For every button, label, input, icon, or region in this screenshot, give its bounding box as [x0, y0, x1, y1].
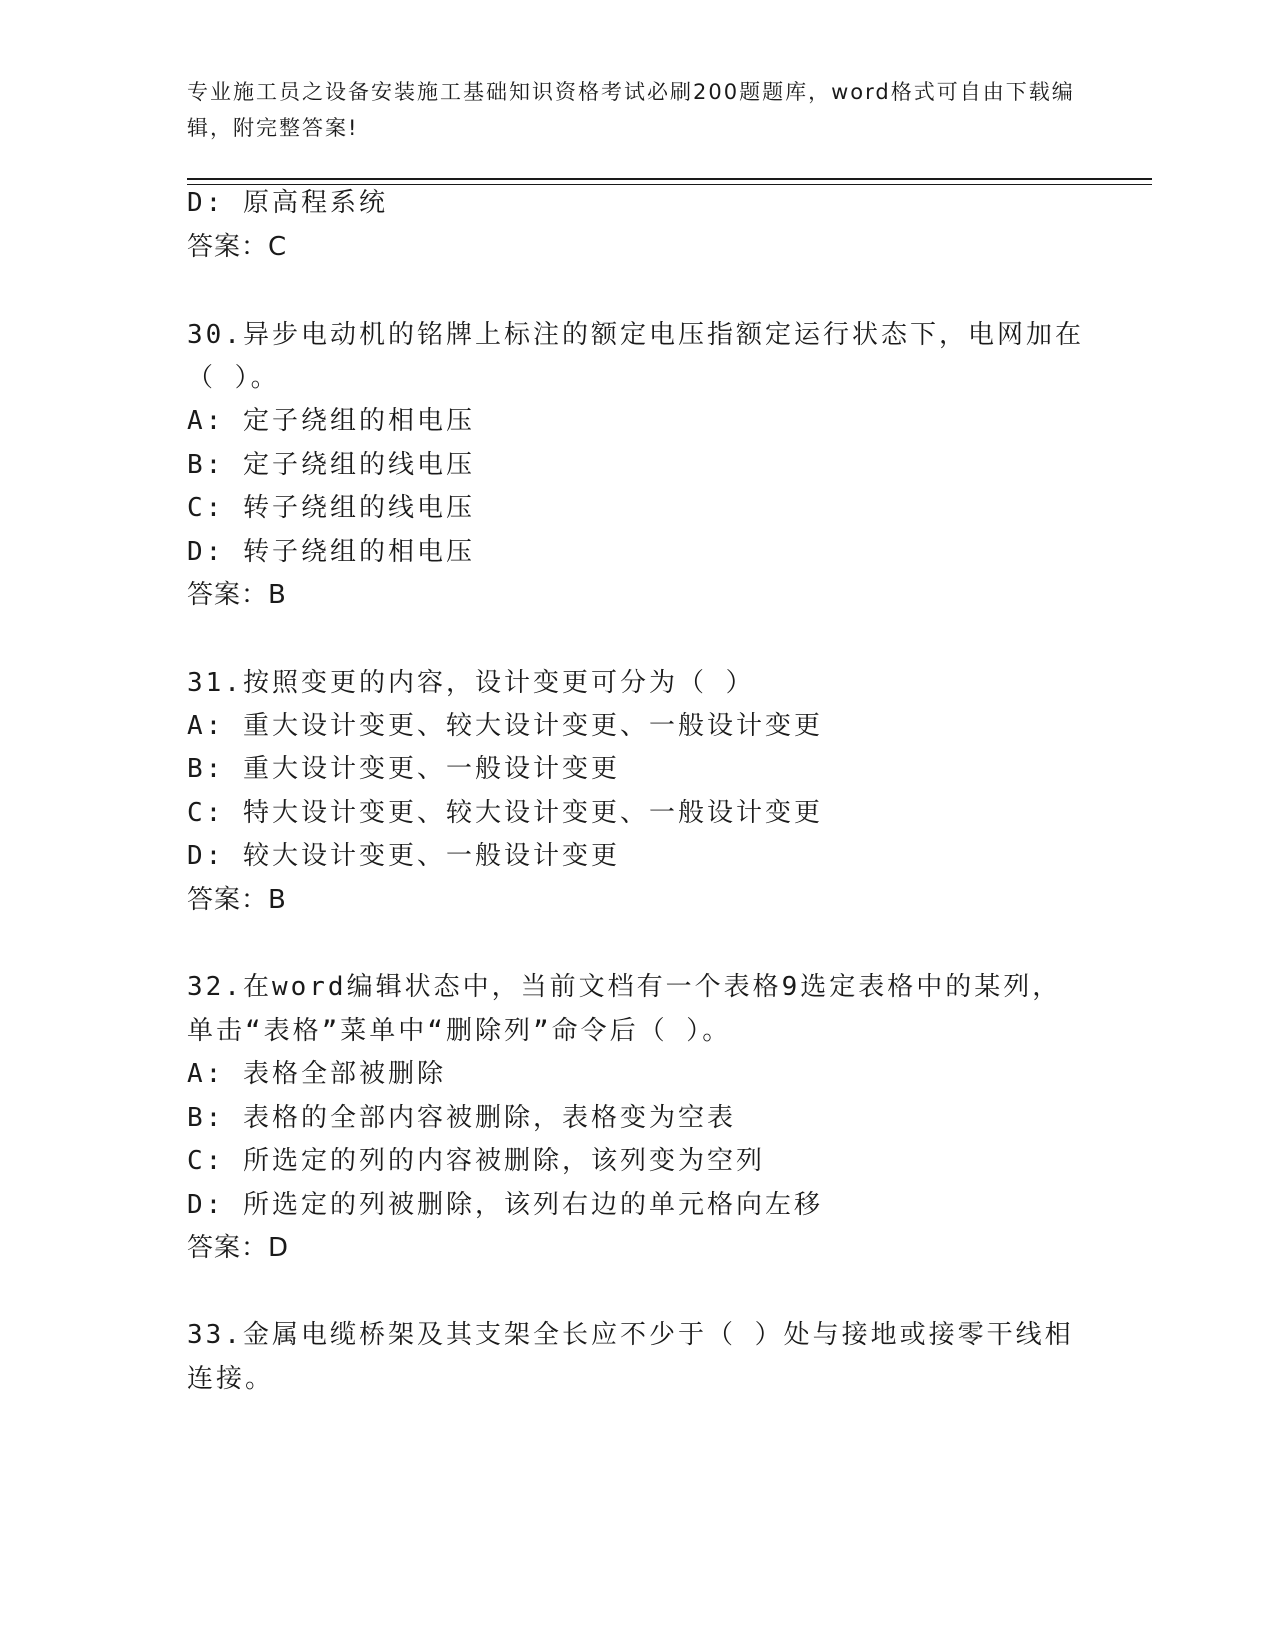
q31-stem-line1: 31.按照变更的内容，设计变更可分为（ ）: [187, 668, 755, 698]
q32-answer: 答案：D: [187, 1233, 290, 1263]
q31-option-c: C: 特大设计变更、较大设计变更、一般设计变更: [187, 798, 823, 828]
prev-option-d: D: 原高程系统: [187, 188, 388, 218]
q30-answer: 答案：B: [187, 580, 287, 610]
q31-option-d: D: 较大设计变更、一般设计变更: [187, 841, 620, 871]
q30-option-d: D: 转子绕组的相电压: [187, 537, 475, 567]
q30-option-b: B: 定子绕组的线电压: [187, 450, 475, 480]
q32-option-b: B: 表格的全部内容被删除，表格变为空表: [187, 1103, 736, 1133]
q30-stem-line2: （ ）。: [187, 363, 280, 393]
q32-option-d: D: 所选定的列被删除，该列右边的单元格向左移: [187, 1190, 823, 1220]
q30-stem-line1: 30.异步电动机的铭牌上标注的额定电压指额定运行状态下，电网加在: [187, 320, 1084, 350]
q32-stem-line1: 32.在word编辑状态中，当前文档有一个表格9选定表格中的某列，: [187, 972, 1062, 1002]
q31-option-a: A: 重大设计变更、较大设计变更、一般设计变更: [187, 711, 823, 741]
header-rule-thick: [187, 178, 1152, 180]
prev-answer: 答案：C: [187, 232, 288, 262]
q31-option-b: B: 重大设计变更、一般设计变更: [187, 754, 620, 784]
q31-answer: 答案：B: [187, 885, 287, 915]
q32-stem-line2: 单击“表格”菜单中“删除列”命令后（ ）。: [187, 1016, 732, 1046]
q32-option-a: A: 表格全部被删除: [187, 1059, 446, 1089]
q30-option-c: C: 转子绕组的线电压: [187, 493, 475, 523]
q30-option-a: A: 定子绕组的相电压: [187, 406, 475, 436]
document-header: 专业施工员之设备安装施工基础知识资格考试必刷200题题库，word格式可自由下载编辑，附完整答案!: [187, 80, 1075, 140]
q33-stem-line1: 33.金属电缆桥架及其支架全长应不少于（ ）处与接地或接零干线相: [187, 1320, 1074, 1350]
q33-stem-line2: 连接。: [187, 1364, 275, 1394]
header-rule-thin: [187, 184, 1152, 185]
q32-option-c: C: 所选定的列的内容被删除，该列变为空列: [187, 1146, 765, 1176]
